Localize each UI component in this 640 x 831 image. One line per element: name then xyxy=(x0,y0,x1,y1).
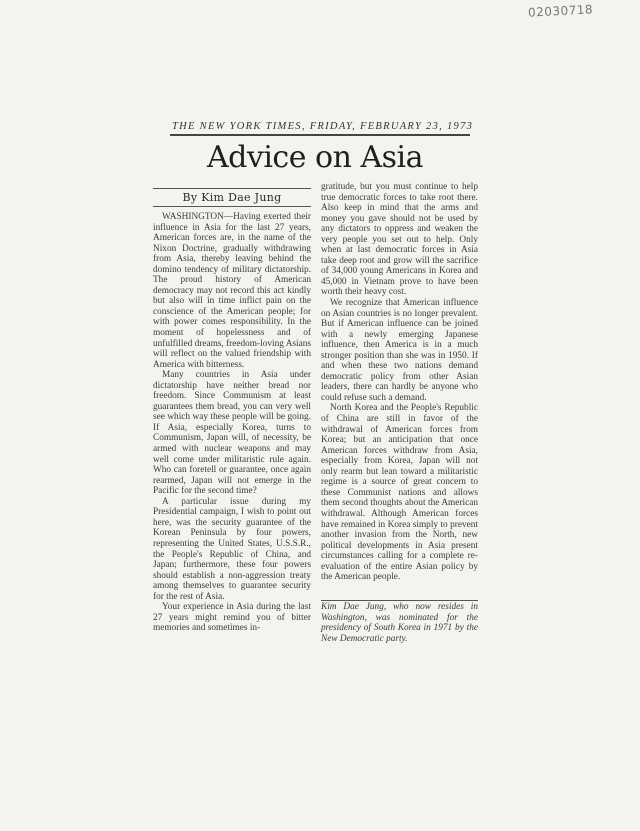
author-bio: Kim Dae Jung, who now resides in Washington, was nominated for the presidency of South Korea in 1971 by the New Democratic party. xyxy=(321,602,478,644)
paragraph: We recognize that American influence on Asian countries is no longer prevalent. But if American influence can be joined with a newly emerging Japanese influence, then America is in a much stronger position than she was in 1950. If and when these two nations demand democratic policy from other Asian leaders, there can hardly be anyone who could refuse such a demand. xyxy=(321,298,478,403)
paragraph: gratitude, but you must continue to help true democratic forces to take root there. Also keep in mind that the arms and money you gave should not be used by any dictators to oppress and weaken the very people you set out to help. Only when at last democratic forces in Asia take deep root and grow will the sacrifice of 34,000 young Americans in Korea and 45,000 in Vietnam prove to have been worth their heavy cost. xyxy=(321,182,478,298)
byline-rule-top xyxy=(153,188,311,189)
paragraph: WASHINGTON—Having exerted their influence in Asia for the last 27 years, American forces are, in the name of the Nixon Doctrine, gradually withdrawing from Asia, thereby leaving behind the domino tendency of military dictatorship. The proud history of American democracy may not record this act kindly but also will in time inflict pain on the conscience of the American people; for with power comes responsibility. In the moment of hopelessness and of unfulfilled dreams, freedom-loving Asians will reflect on the valued friendship with America with bitterness. xyxy=(153,212,312,370)
byline-rule-bottom xyxy=(153,206,311,207)
paragraph: A particular issue during my Presidential campaign, I wish to point out here, was the security guarantee of the Korean Peninsula by four powers, representing the United States, U.S.S.R., the People's Republic of China, and Japan; furthermore, these four powers should establish a non-aggression treaty among themselves to guarantee security for the rest of Asia. xyxy=(153,496,311,602)
paragraph: Many countries in Asia under dictatorship have neither bread nor freedom. Since Communism at least guarantees them bread, you can very well see which way these people will be going. If Asia, especially Korea, turns to Communism, Japan will, of necessity, be armed with nuclear weapons and may well come under militaristic rule again. Who can foretell or guarantee, once again rearmed, Japan will not emerge in the Pacific for the second time? xyxy=(153,370,311,497)
handwritten-page-id: 02030718 xyxy=(527,2,594,20)
masthead-rule xyxy=(170,134,470,136)
byline: By Kim Dae Jung xyxy=(182,191,282,204)
headline: Advice on Asia xyxy=(207,140,423,175)
article-column-left xyxy=(153,212,311,634)
newspaper-masthead: THE NEW YORK TIMES, FRIDAY, FEBRUARY 23, 1973 xyxy=(172,121,474,132)
author-bio-rule xyxy=(321,600,478,601)
paragraph: North Korea and the People's Republic of China are still in favor of the withdrawal of American forces from Korea; but an anticipation that once American forces withdraw from Asia, especially from Korea, Japan will not only rearm but lean toward a militaristic regime is a source of great concern to these Communist nations and allows them second thoughts about the American withdrawal. Although American forces have remained in Korea simply to prevent another invasion from the North, new political developments in Asia present circumstances calling for a complete re-evaluation of the entire Asian policy by the American people. xyxy=(321,403,478,583)
article-column-right xyxy=(321,182,478,583)
paragraph: Your experience in Asia during the last 27 years might remind you of bitter memories and sometimes in- xyxy=(153,602,311,634)
